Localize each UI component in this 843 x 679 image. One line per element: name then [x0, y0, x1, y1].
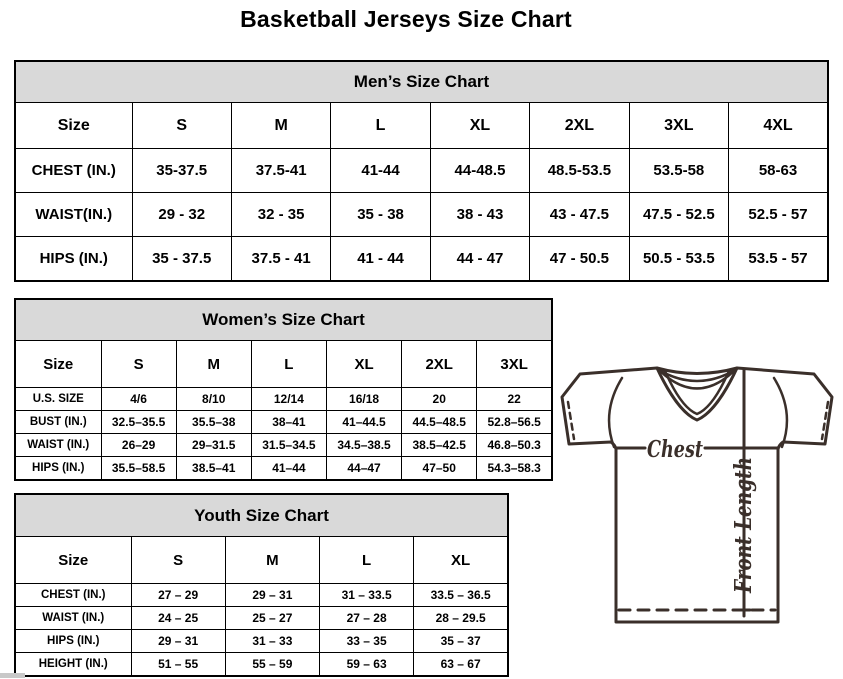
size-value-cell: 34.5–38.5: [326, 434, 401, 457]
size-value-cell: 29 – 31: [225, 584, 319, 607]
measurement-row: [15, 434, 552, 457]
size-value-cell: 47 - 50.5: [530, 237, 629, 282]
size-value-cell: 35.5–38: [176, 411, 251, 434]
measurement-row: [15, 149, 828, 193]
size-value-cell: 59 – 63: [320, 653, 414, 677]
column-header: 2XL: [530, 103, 629, 149]
size-value-cell: 35 - 37.5: [132, 237, 231, 282]
chest-label: Chest: [647, 436, 704, 463]
size-value-cell: 47–50: [402, 457, 477, 481]
page-title: Basketball Jerseys Size Chart: [240, 6, 572, 32]
size-value-cell: 41–44: [251, 457, 326, 481]
size-value-cell: 44 - 47: [430, 237, 529, 282]
size-value-cell: 35-37.5: [132, 149, 231, 193]
column-header: S: [101, 341, 176, 388]
size-value-cell: 35 – 37: [414, 630, 508, 653]
size-value-cell: 47.5 - 52.5: [629, 193, 728, 237]
size-value-cell: 52.5 - 57: [729, 193, 828, 237]
size-value-cell: 38.5–41: [176, 457, 251, 481]
size-value-cell: 43 - 47.5: [530, 193, 629, 237]
measurement-row: [15, 607, 508, 630]
size-value-cell: 27 – 28: [320, 607, 414, 630]
measurement-row: [15, 584, 508, 607]
size-value-cell: 35 - 38: [331, 193, 430, 237]
size-value-cell: 16/18: [326, 388, 401, 411]
row-label: CHEST (IN.): [15, 584, 131, 607]
size-value-cell: 38–41: [251, 411, 326, 434]
row-label: BUST (IN.): [15, 411, 101, 434]
size-value-cell: 53.5-58: [629, 149, 728, 193]
row-label: WAIST (IN.): [15, 607, 131, 630]
size-value-cell: 26–29: [101, 434, 176, 457]
measurement-row: [15, 411, 552, 434]
size-value-cell: 44-48.5: [430, 149, 529, 193]
size-value-cell: 38 - 43: [430, 193, 529, 237]
row-label: HIPS (IN.): [15, 630, 131, 653]
row-label: HIPS (IN.): [15, 457, 101, 481]
column-header: 3XL: [629, 103, 728, 149]
row-label: HEIGHT (IN.): [15, 653, 131, 677]
size-value-cell: 33 – 35: [320, 630, 414, 653]
womens-size-chart-table: [14, 298, 553, 481]
jersey-diagram-svg: [553, 358, 843, 630]
column-header: XL: [430, 103, 529, 149]
table-title-row: [15, 494, 508, 537]
column-header: XL: [326, 341, 401, 388]
front-length-label: Front Length: [730, 423, 757, 593]
table-title: Women’s Size Chart: [15, 299, 552, 341]
size-value-cell: 29 - 32: [132, 193, 231, 237]
size-value-cell: 50.5 - 53.5: [629, 237, 728, 282]
size-value-cell: 4/6: [101, 388, 176, 411]
column-header: Size: [15, 103, 132, 149]
row-label: U.S. SIZE: [15, 388, 101, 411]
size-value-cell: 55 – 59: [225, 653, 319, 677]
size-value-cell: 53.5 - 57: [729, 237, 828, 282]
column-header: S: [131, 537, 225, 584]
size-value-cell: 63 – 67: [414, 653, 508, 677]
size-value-cell: 31 – 33: [225, 630, 319, 653]
row-label: WAIST (IN.): [15, 434, 101, 457]
size-value-cell: 32 - 35: [231, 193, 330, 237]
table-title: Youth Size Chart: [15, 494, 508, 537]
column-header: L: [320, 537, 414, 584]
size-value-cell: 32.5–35.5: [101, 411, 176, 434]
size-value-cell: 31 – 33.5: [320, 584, 414, 607]
column-header: 2XL: [402, 341, 477, 388]
row-label: CHEST (IN.): [15, 149, 132, 193]
size-value-cell: 44.5–48.5: [402, 411, 477, 434]
column-header: Size: [15, 341, 101, 388]
size-value-cell: 37.5 - 41: [231, 237, 330, 282]
size-value-cell: 41–44.5: [326, 411, 401, 434]
table-title-row: [15, 61, 828, 103]
measurement-row: [15, 237, 828, 282]
column-header: XL: [414, 537, 508, 584]
measurement-row: [15, 193, 828, 237]
size-value-cell: 52.8–56.5: [477, 411, 552, 434]
size-header-row: [15, 103, 828, 149]
size-value-cell: 24 – 25: [131, 607, 225, 630]
size-header-row: [15, 537, 508, 584]
size-value-cell: 46.8–50.3: [477, 434, 552, 457]
size-value-cell: 31.5–34.5: [251, 434, 326, 457]
size-value-cell: 33.5 – 36.5: [414, 584, 508, 607]
jersey-outline: [562, 368, 832, 622]
size-value-cell: 12/14: [251, 388, 326, 411]
measurement-row: [15, 457, 552, 481]
column-header: 4XL: [729, 103, 828, 149]
table-title-row: [15, 299, 552, 341]
size-value-cell: 54.3–58.3: [477, 457, 552, 481]
size-value-cell: 29 – 31: [131, 630, 225, 653]
column-header: M: [231, 103, 330, 149]
measurement-row: [15, 630, 508, 653]
table-title: Men’s Size Chart: [15, 61, 828, 103]
size-value-cell: 29–31.5: [176, 434, 251, 457]
measurement-row: [15, 388, 552, 411]
size-value-cell: 25 – 27: [225, 607, 319, 630]
youth-size-chart-table: [14, 493, 509, 677]
size-value-cell: 35.5–58.5: [101, 457, 176, 481]
column-header: Size: [15, 537, 131, 584]
mens-size-chart-table: [14, 60, 829, 282]
size-header-row: [15, 341, 552, 388]
column-header: M: [176, 341, 251, 388]
size-value-cell: 58-63: [729, 149, 828, 193]
size-value-cell: 37.5-41: [231, 149, 330, 193]
size-value-cell: 20: [402, 388, 477, 411]
size-value-cell: 41-44: [331, 149, 430, 193]
size-value-cell: 8/10: [176, 388, 251, 411]
size-value-cell: 22: [477, 388, 552, 411]
size-value-cell: 48.5-53.5: [530, 149, 629, 193]
size-value-cell: 51 – 55: [131, 653, 225, 677]
measurement-row: [15, 653, 508, 677]
size-value-cell: 27 – 29: [131, 584, 225, 607]
scrollbar-fragment: [0, 673, 25, 678]
row-label: HIPS (IN.): [15, 237, 132, 282]
column-header: S: [132, 103, 231, 149]
row-label: WAIST(IN.): [15, 193, 132, 237]
size-value-cell: 44–47: [326, 457, 401, 481]
column-header: L: [331, 103, 430, 149]
column-header: M: [225, 537, 319, 584]
jersey-measurement-diagram: [553, 358, 843, 630]
column-header: 3XL: [477, 341, 552, 388]
size-value-cell: 38.5–42.5: [402, 434, 477, 457]
column-header: L: [251, 341, 326, 388]
size-value-cell: 41 - 44: [331, 237, 430, 282]
size-value-cell: 28 – 29.5: [414, 607, 508, 630]
